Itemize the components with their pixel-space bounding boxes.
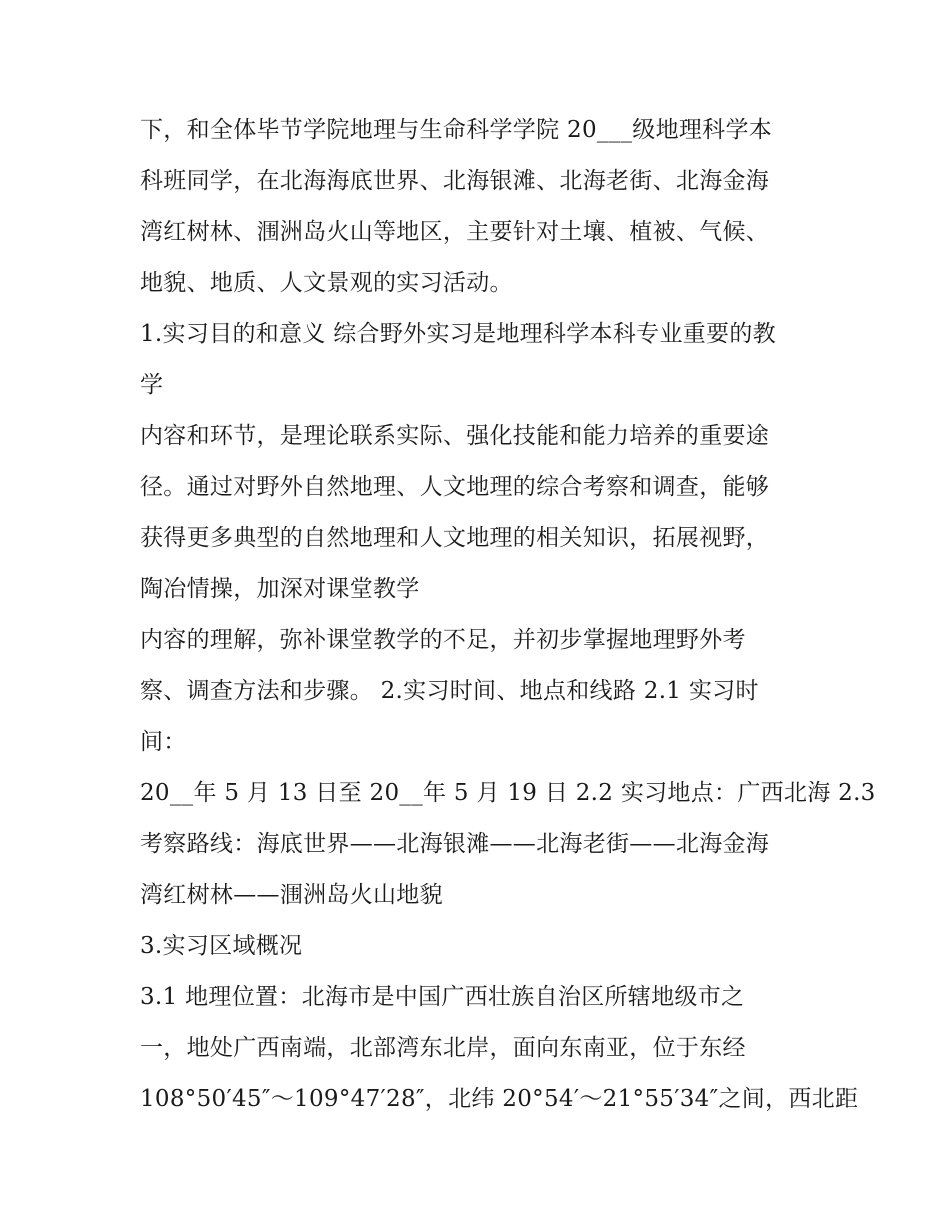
text-line: 湾红树林——涠洲岛火山地貌: [140, 882, 443, 908]
text-line: 1.实习目的和意义 综合野外实习是地理科学本科专业重要的教: [140, 321, 776, 347]
text-line: 考察路线：海底世界——北海银滩——北海老街——北海金海: [140, 831, 770, 857]
text-line: 地貌、地质、人文景观的实习活动。: [140, 270, 513, 296]
text-line: 径。通过对野外自然地理、人文地理的综合考察和调查，能够: [140, 474, 770, 500]
text-line: 获得更多典型的自然地理和人文地理的相关知识，拓展视野，: [140, 525, 770, 551]
text-line: 间：: [140, 729, 187, 755]
text-line: 科班同学，在北海海底世界、北海银滩、北海老街、北海金海: [140, 168, 770, 194]
text-line: 陶冶情操，加深对课堂教学: [140, 576, 420, 602]
text-line: 察、调查方法和步骤。 2.实习时间、地点和线路 2.1 实习时: [140, 678, 759, 704]
text-line: 3.1 地理位置：北海市是中国广西壮族自治区所辖地级市之: [140, 984, 745, 1010]
text-line: 内容的理解，弥补课堂教学的不足，并初步掌握地理野外考: [140, 627, 746, 653]
text-line: 一，地处广西南端，北部湾东北岸，面向东南亚，位于东经: [140, 1035, 746, 1061]
text-line: 学: [140, 372, 164, 398]
text-line: 20__年 5 月 13 日至 20__年 5 月 19 日 2.2 实习地点：广西北海 2.3: [140, 780, 876, 806]
text-line: 108°50′45″～109°47′28″，北纬 20°54′～21°55′34″之间，西北距: [140, 1086, 859, 1112]
text-line: 3.实习区域概况: [140, 933, 303, 959]
text-line: 湾红树林、涠洲岛火山等地区，主要针对土壤、植被、气候、: [140, 219, 770, 245]
text-line: 下，和全体毕节学院地理与生命科学学院 20___级地理科学本: [140, 117, 773, 143]
text-line: 内容和环节，是理论联系实际、强化技能和能力培养的重要途: [140, 423, 770, 449]
